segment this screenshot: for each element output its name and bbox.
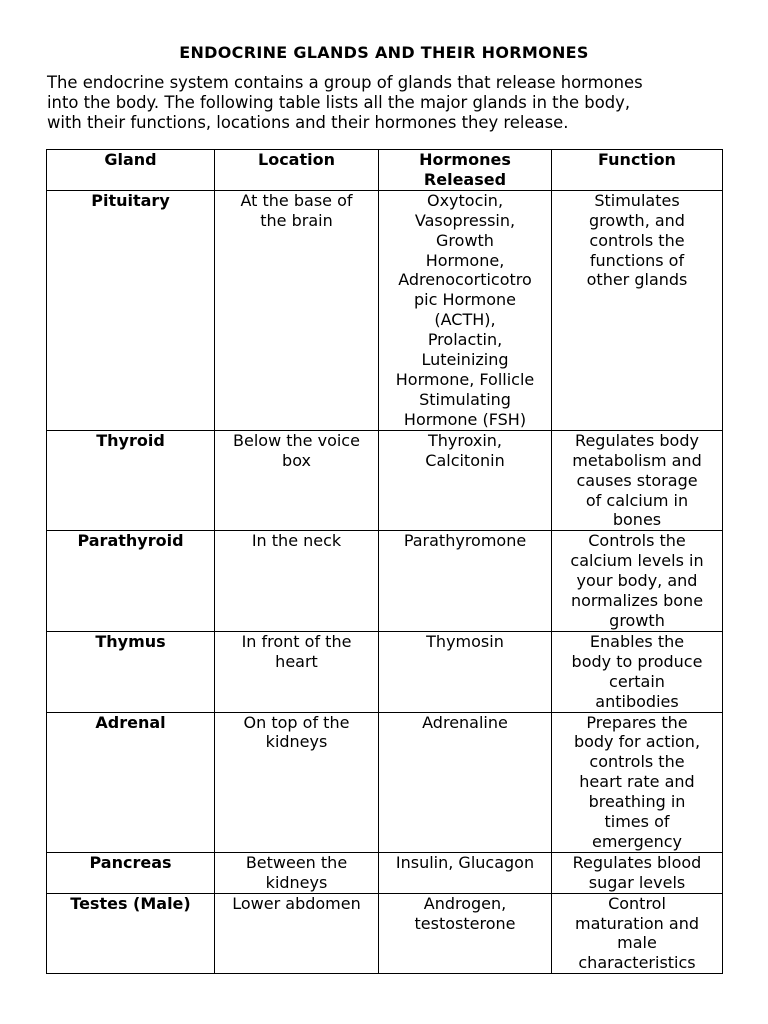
function-line: heart rate and [579, 772, 695, 792]
hormones-line: Hormone (FSH) [403, 409, 527, 429]
function-line: Enables the [589, 631, 685, 651]
function-line: body for action, [573, 732, 701, 752]
location-line: At the base of [240, 190, 353, 210]
function-line: metabolism and [572, 450, 702, 470]
cell-gland: Parathyroid [47, 531, 215, 632]
cell-location [215, 430, 379, 531]
function-line: other glands [586, 270, 688, 290]
cell-gland: Adrenal [47, 712, 215, 852]
function-line: body to produce [571, 651, 703, 671]
cell-hormones [379, 531, 552, 632]
function-line: Controls the [588, 531, 686, 551]
document-title: ENDOCRINE GLANDS AND THEIR HORMONES [179, 43, 589, 62]
cell-function [552, 531, 723, 632]
function-line: breathing in [588, 792, 686, 812]
hormones-line: Parathyromone [403, 531, 527, 551]
cell-function [552, 852, 723, 893]
function-line: certain [609, 671, 665, 691]
table-row [47, 893, 723, 974]
function-line: normalizes bone [570, 591, 704, 611]
function-line: growth, and [589, 210, 685, 230]
intro-line: with their functions, locations and their hormones they release. [47, 113, 569, 132]
function-line: controls the [589, 752, 685, 772]
function-line: of calcium in [585, 490, 689, 510]
function-line: growth [609, 610, 665, 630]
cell-hormones [379, 712, 552, 852]
hormones-line: pic Hormone [414, 290, 516, 310]
hormones-line: Prolactin, [427, 330, 503, 350]
location-line: In the neck [251, 531, 342, 551]
header-gland: Gland [47, 150, 215, 191]
hormones-line: Adrenocorticotro [398, 270, 532, 290]
cell-location [215, 190, 379, 430]
glands-table [46, 149, 723, 974]
hormones-line: Luteinizing [421, 350, 509, 370]
cell-gland: Pituitary [47, 190, 215, 430]
hormones-line: Thyroxin, [427, 430, 503, 450]
cell-location [215, 852, 379, 893]
table-row [47, 852, 723, 893]
hormones-line: Oxytocin, [426, 190, 504, 210]
hormones-line: testosterone [414, 913, 516, 933]
hormones-line: Hormone, [425, 250, 505, 270]
hormones-line: Adrenaline [422, 712, 508, 732]
cell-function [552, 893, 723, 974]
location-line: kidneys [265, 732, 328, 752]
cell-hormones [379, 190, 552, 430]
function-line: maturation and [574, 913, 700, 933]
cell-hormones [379, 631, 552, 712]
function-line: Stimulates [594, 190, 680, 210]
cell-location [215, 631, 379, 712]
cell-gland: Thymus [47, 631, 215, 712]
cell-gland: Testes (Male) [47, 893, 215, 974]
function-line: characteristics [578, 953, 696, 973]
hormones-line: Vasopressin, [414, 210, 516, 230]
function-line: Regulates blood [572, 852, 702, 872]
function-line: male [617, 933, 657, 953]
hormones-line: Hormone, Follicle [395, 369, 535, 389]
location-line: Below the voice [233, 430, 360, 450]
location-line: box [282, 450, 311, 470]
table-row [47, 190, 723, 430]
hormones-line: Growth [436, 230, 494, 250]
cell-function [552, 631, 723, 712]
function-line: functions of [589, 250, 685, 270]
function-line: causes storage [576, 470, 698, 490]
function-line: Prepares the [586, 712, 688, 732]
header-location: Location [215, 150, 379, 191]
table-row [47, 631, 723, 712]
cell-gland: Thyroid [47, 430, 215, 531]
location-line: In front of the [241, 631, 352, 651]
intro-line: The endocrine system contains a group of glands that release hormones [47, 73, 643, 92]
table-row [47, 712, 723, 852]
function-line: times of [604, 812, 670, 832]
hormones-line: Stimulating [419, 389, 511, 409]
location-line: kidneys [265, 872, 328, 892]
function-line: emergency [592, 831, 682, 851]
hormones-line: Androgen, [423, 893, 507, 913]
cell-function [552, 712, 723, 852]
location-line: On top of the [243, 712, 350, 732]
cell-location [215, 712, 379, 852]
function-line: Control [608, 893, 666, 913]
location-line: Lower abdomen [232, 893, 361, 913]
intro-paragraph [47, 73, 727, 133]
function-line: Regulates body [575, 430, 699, 450]
location-line: heart [275, 651, 318, 671]
table-header-row [47, 150, 723, 191]
function-line: sugar levels [588, 872, 686, 892]
function-line: your body, and [576, 571, 698, 591]
function-line: antibodies [595, 691, 679, 711]
table-body [47, 190, 723, 973]
intro-line: into the body. The following table lists all the major glands in the body, [47, 93, 631, 112]
location-line: the brain [260, 210, 333, 230]
cell-hormones [379, 893, 552, 974]
header-hormones: Hormones Released [379, 150, 552, 191]
cell-location [215, 531, 379, 632]
function-line: controls the [589, 230, 685, 250]
function-line: calcium levels in [570, 551, 704, 571]
hormones-line: Calcitonin [425, 450, 505, 470]
hormones-line: Thymosin [426, 631, 504, 651]
hormones-line: (ACTH), [434, 310, 496, 330]
hormones-line: Insulin, Glucagon [395, 852, 535, 872]
cell-hormones [379, 430, 552, 531]
header-function: Function [552, 150, 723, 191]
cell-hormones [379, 852, 552, 893]
location-line: Between the [245, 852, 348, 872]
cell-function [552, 430, 723, 531]
cell-location [215, 893, 379, 974]
cell-function [552, 190, 723, 430]
table-row [47, 430, 723, 531]
cell-gland: Pancreas [47, 852, 215, 893]
function-line: bones [612, 510, 662, 530]
table-row [47, 531, 723, 632]
